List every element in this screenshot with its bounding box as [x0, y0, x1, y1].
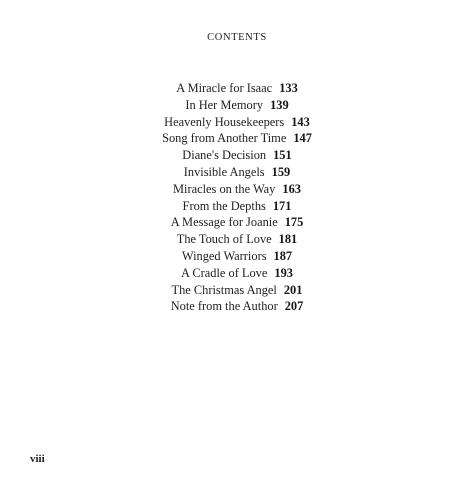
toc-entry-title: Winged Warriors: [181, 248, 267, 263]
page-number-folio: viii: [30, 453, 45, 465]
toc-entry-title: A Miracle for Isaac: [176, 81, 273, 95]
toc-entry-page-number: 175: [284, 215, 304, 230]
toc-entry-title: The Touch of Love: [176, 232, 272, 247]
toc-entry: [0, 130, 474, 147]
toc-entry-page-number: 143: [291, 114, 310, 129]
toc-entry-title: Note from the Author: [170, 299, 278, 314]
toc-entry-page-number: 181: [278, 232, 298, 247]
toc-entry: [0, 97, 474, 114]
toc-entry-title: Miracles on the Way: [173, 181, 276, 196]
toc-entry: [0, 231, 474, 248]
toc-entry: [0, 282, 474, 299]
table-of-contents: [0, 80, 474, 315]
toc-entry-title: Song from Another Time: [162, 131, 287, 146]
toc-entry-page-number: 171: [272, 198, 292, 213]
toc-entry: [0, 248, 474, 265]
toc-entry-title: Heavenly Housekeepers: [164, 114, 285, 129]
toc-entry: [0, 198, 474, 215]
toc-entry-page-number: 151: [273, 148, 292, 163]
toc-entry-page-number: 133: [279, 81, 298, 95]
toc-entry: [0, 147, 474, 164]
toc-entry: [0, 114, 474, 131]
toc-entry-page-number: 201: [283, 282, 303, 297]
toc-entry-page-number: 193: [274, 265, 293, 280]
toc-entry-page-number: 147: [293, 131, 312, 146]
toc-entry: [0, 214, 474, 231]
toc-entry: [0, 298, 474, 315]
toc-entry-title: Diane's Decision: [182, 148, 267, 163]
toc-entry-title: In Her Memory: [185, 97, 264, 112]
toc-entry-title: The Christmas Angel: [171, 282, 277, 297]
toc-entry: [0, 265, 474, 282]
toc-entry-title: A Message for Joanie: [170, 215, 278, 230]
toc-entry-page-number: 187: [273, 248, 293, 263]
toc-entry-page-number: 139: [270, 97, 289, 112]
contents-heading: CONTENTS: [207, 32, 267, 43]
toc-entry-page-number: 207: [284, 299, 304, 314]
toc-entry-page-number: 163: [282, 181, 301, 196]
toc-entry: [0, 164, 474, 181]
toc-entry-page-number: 159: [271, 164, 291, 179]
toc-entry: [0, 80, 474, 97]
toc-entry: [0, 181, 474, 198]
toc-entry-title: Invisible Angels: [183, 164, 265, 179]
toc-entry-title: A Cradle of Love: [181, 265, 268, 280]
toc-entry-title: From the Depths: [182, 198, 266, 213]
